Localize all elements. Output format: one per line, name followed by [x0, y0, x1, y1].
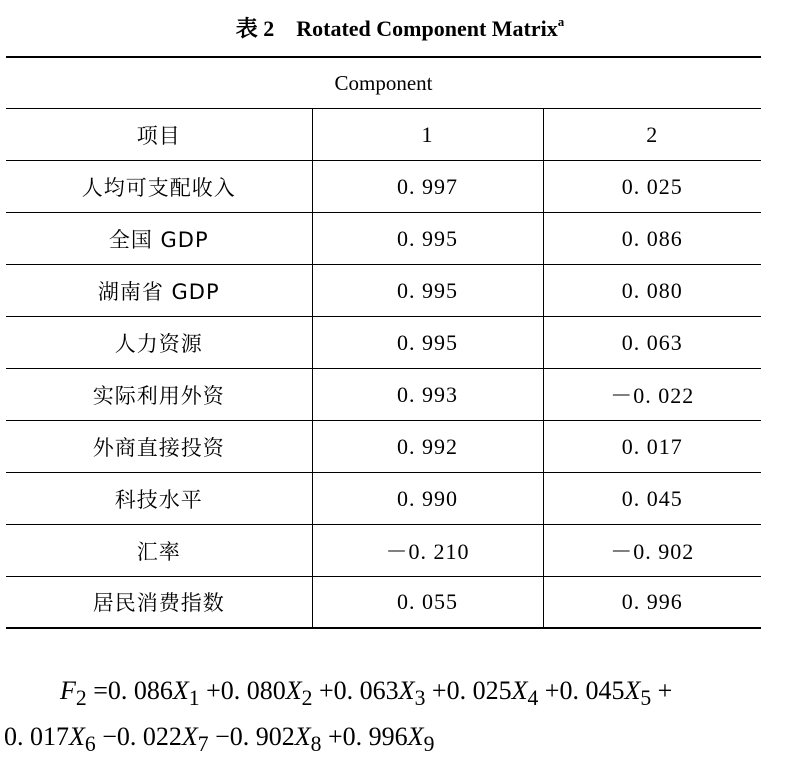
loading-component-2: 0. 080 — [543, 265, 761, 317]
column-header-item: 项目 — [6, 109, 312, 161]
formula-term-subscript: 1 — [188, 686, 200, 711]
formula-operator: + — [544, 676, 560, 705]
formula-coefficient: 0. 022 — [116, 722, 182, 751]
formula-term-subscript: 9 — [423, 732, 435, 757]
formula-operator: + — [657, 676, 673, 705]
formula-line-1: $F_2 =0$. $086X_1 +0$. $080X_2 +0$. $063X_3 +0$. $025X_4 +0$. $045X_5$ + — [60, 676, 673, 711]
loading-component-2: 0. 017 — [543, 421, 761, 473]
loading-component-1: 0. 997 — [312, 161, 543, 213]
loading-component-1: 0. 055 — [312, 577, 543, 629]
formula-operator: − — [102, 722, 117, 751]
component-header: Component — [6, 57, 761, 109]
table-row — [6, 525, 761, 577]
formula-operator: + — [319, 676, 334, 705]
row-label: 人力资源 — [6, 317, 312, 369]
column-header-component-1: 1 — [312, 109, 543, 161]
formula-operator: + — [206, 676, 221, 705]
row-label: 居民消费指数 — [6, 577, 312, 629]
loading-component-2: 0. 086 — [543, 213, 761, 265]
table-row — [6, 577, 761, 629]
formula-term-subscript: 4 — [527, 686, 539, 711]
table-number: 表 2 — [235, 16, 275, 41]
formula-coefficient: 0. 025 — [446, 676, 512, 705]
table-row — [6, 213, 761, 265]
formula-term-subscript: 7 — [197, 732, 209, 757]
table-row — [6, 161, 761, 213]
table-title-footnote-mark: a — [557, 13, 565, 29]
loading-component-1: 0. 993 — [312, 369, 543, 421]
formula-term-subscript: 3 — [414, 686, 426, 711]
loading-component-1: 0. 995 — [312, 265, 543, 317]
score-formula — [0, 668, 800, 758]
formula-coefficient: 0. 902 — [229, 722, 295, 751]
loading-component-1: 0. 995 — [312, 213, 543, 265]
table-row — [6, 265, 761, 317]
loading-component-2: 0. 045 — [543, 473, 761, 525]
loading-component-2: －0. 022 — [543, 369, 761, 421]
formula-operator: − — [215, 722, 230, 751]
formula-coefficient: 0. 017 — [4, 722, 69, 751]
row-label: 人均可支配收入 — [6, 161, 312, 213]
table-title: Rotated Component Matrix — [296, 16, 558, 41]
formula-term-subscript: 2 — [301, 686, 313, 711]
formula-operator: + — [431, 676, 447, 705]
loading-component-2: 0. 996 — [543, 577, 761, 629]
formula-coefficient: 0. 045 — [559, 676, 625, 705]
row-label: 实际利用外资 — [6, 369, 312, 421]
table-row — [6, 369, 761, 421]
formula-coefficient: 0. 996 — [342, 722, 408, 751]
table-row — [6, 421, 761, 473]
loading-component-2: 0. 025 — [543, 161, 761, 213]
column-header-component-2: 2 — [543, 109, 761, 161]
formula-operator: = — [93, 676, 108, 705]
row-label: 汇率 — [6, 525, 312, 577]
formula-line-2: 0. $017X_6 -0$. $022X_7 -0$. $902X_8 +0$. $996X_9$ — [4, 722, 435, 757]
component-header-row — [6, 57, 761, 109]
row-label: 外商直接投资 — [6, 421, 312, 473]
table-caption — [0, 12, 800, 43]
loading-component-1: 0. 992 — [312, 421, 543, 473]
formula-term-subscript: 5 — [640, 686, 652, 711]
formula-coefficient: 0. 063 — [333, 676, 399, 705]
loading-component-1: －0. 210 — [312, 525, 543, 577]
rotated-component-matrix-table — [6, 56, 761, 629]
formula-coefficient: 0. 086 — [107, 676, 173, 705]
table-row — [6, 317, 761, 369]
row-label: 全国 GDP — [6, 213, 312, 265]
table-row — [6, 473, 761, 525]
formula-operator: + — [328, 722, 343, 751]
formula-variable-subscript: 2 — [75, 686, 87, 711]
loading-component-2: 0. 063 — [543, 317, 761, 369]
row-label: 湖南省 GDP — [6, 265, 312, 317]
column-header-row — [6, 109, 761, 161]
formula-coefficient: 0. 080 — [220, 676, 286, 705]
row-label: 科技水平 — [6, 473, 312, 525]
loading-component-1: 0. 995 — [312, 317, 543, 369]
loading-component-2: －0. 902 — [543, 525, 761, 577]
formula-term-subscript: 6 — [84, 732, 96, 757]
formula-term-subscript: 8 — [310, 732, 322, 757]
loading-component-1: 0. 990 — [312, 473, 543, 525]
formula-variable: F — [60, 676, 76, 705]
